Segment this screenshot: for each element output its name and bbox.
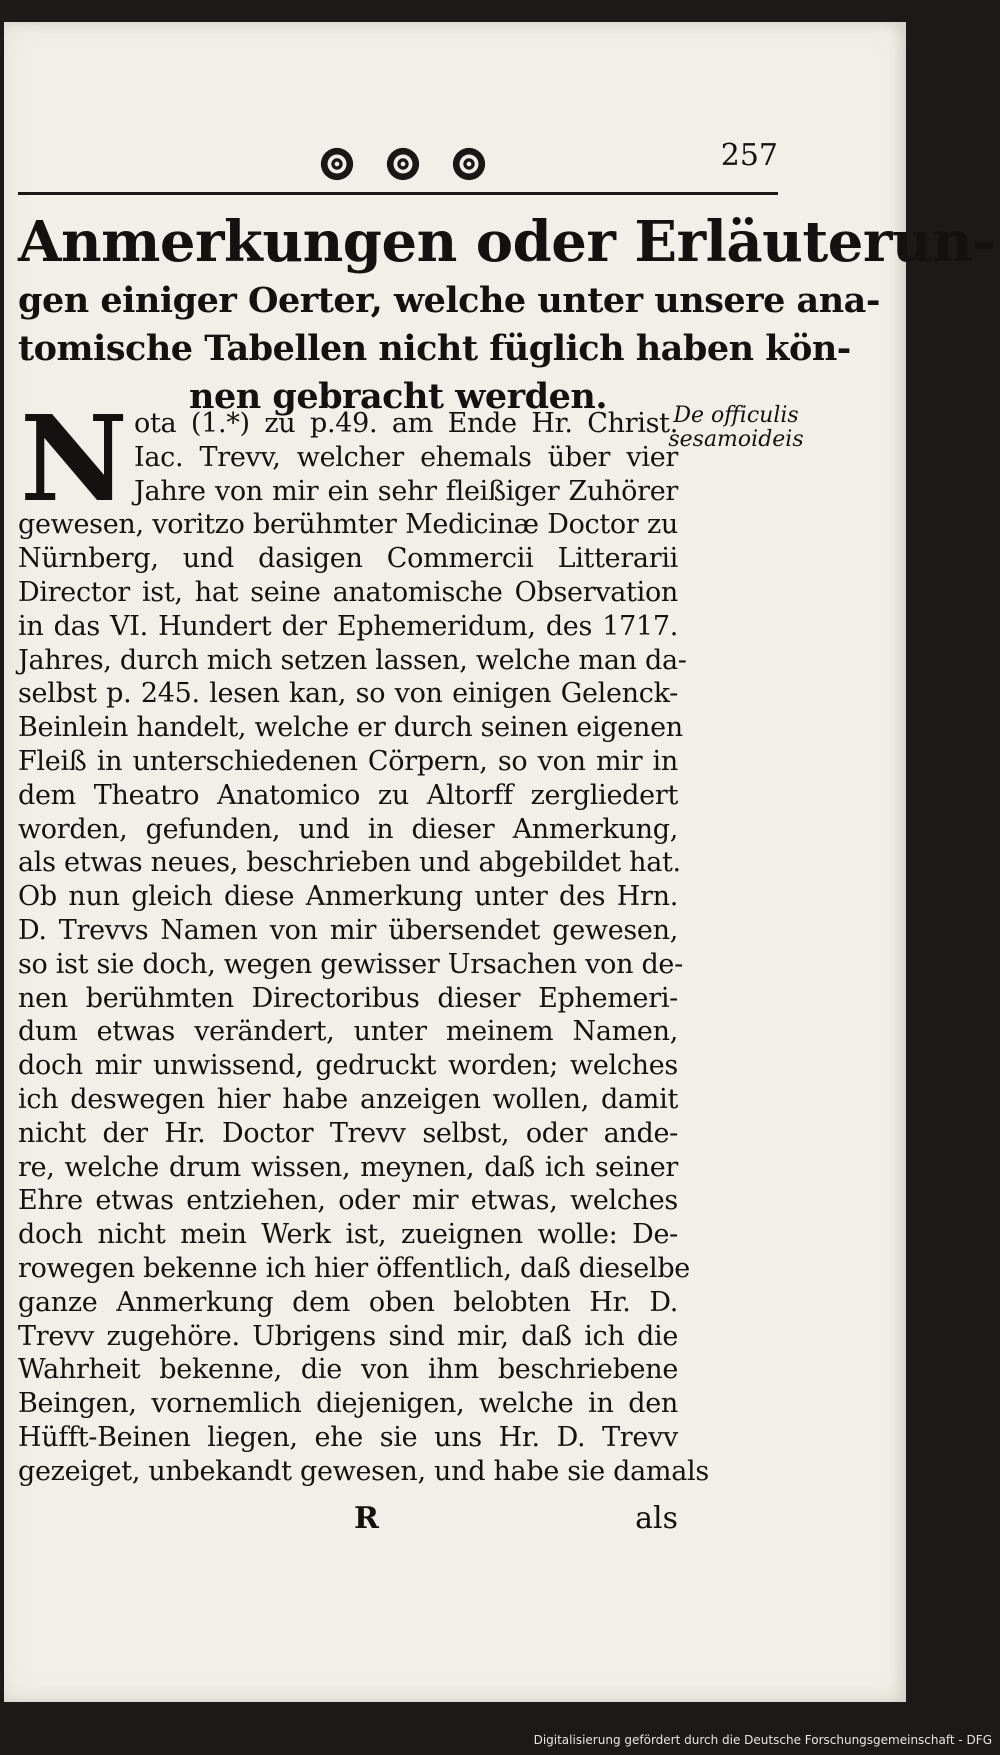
text-line: nicht der Hr. Doctor Trevv selbst, oder ande- [18,1117,678,1149]
header-ornaments [318,144,518,184]
text-line: dum etwas verändert, unter meinem Namen, [18,1016,678,1048]
text-line: Hüfft-Beinen liegen, ehe sie uns Hr. D. Trevv [18,1421,678,1453]
section-title [18,207,996,421]
text-line: ich deswegen hier habe anzeigen wollen, damit [18,1083,678,1115]
text-line: Iac. Trevv, welcher ehemals über vier [134,441,678,473]
text-line: nen berühmten Directoribus dieser Ephemeri- [18,982,678,1014]
text-line: Ehre etwas entziehen, oder mir etwas, welches [18,1185,678,1217]
text-line: re, welche drum wissen, meynen, daß ich seiner [18,1151,678,1183]
text-line: Trevv zugehöre. Ubrigens sind mir, daß ich die [18,1320,678,1352]
rosette-ornament-icon [450,145,488,183]
page-number: 257 [720,138,778,173]
text-line: Beingen, vornemlich diejenigen, welche in den [18,1388,678,1420]
text-line: dem Theatro Anatomico zu Altorff zergliedert [18,779,678,811]
text-line: selbst p. 245. lesen kan, so von einigen Gelenck- [18,678,678,710]
header-rule [18,192,778,195]
text-line: doch mir unwissend, gedruckt worden; welches [18,1050,678,1082]
text-line: ota (1.*) zu p.49. am Ende Hr. Christ. [134,408,678,439]
title-line: Anmerkungen oder Erläuterun- [18,209,996,275]
page-content [18,22,996,1702]
text-line: Jahres, durch mich setzen lassen, welche man da- [18,644,687,676]
text-line: als etwas neues, beschrieben und abgebildet hat. [18,847,681,879]
rosette-ornament-icon [384,145,422,183]
text-line: in das VI. Hundert der Ephemeridum, des 1717. [18,610,678,642]
catchword: als [635,1501,678,1536]
text-line: Director ist, hat seine anatomische Observation [18,576,678,608]
text-line: Ob nun gleich diese Anmerkung unter des Hrn. [18,881,678,913]
text-line: ganze Anmerkung dem oben belobten Hr. D. [18,1286,678,1318]
rosette-ornament-icon [318,145,356,183]
text-line: doch nicht mein Werk ist, zueignen wolle: De- [18,1219,678,1251]
margin-note: De officulis sesamoideis [668,403,804,452]
title-line: tomische Tabellen nicht füglich haben kön- [18,328,851,369]
text-line: Wahrheit bekenne, die von ihm beschriebene [18,1354,678,1386]
text-line: Jahre von mir ein sehr fleißiger Zuhörer [134,475,678,507]
text-line: gewesen, voritzo berühmter Medicinæ Doctor zu [18,509,678,541]
text-line: Nürnberg, und dasigen Commercii Litterarii [18,543,678,575]
digitization-credit: Digitalisierung gefördert durch die Deutsche Forschungsgemeinschaft - DFG [533,1733,992,1747]
title-line: gen einiger Oerter, welche unter unsere ana- [18,280,880,321]
title-line: nen gebracht werden. [189,376,607,417]
book-page [4,22,996,1702]
text-line: worden, gefunden, und in dieser Anmerkung, [18,813,678,845]
text-line: Beinlein handelt, welche er durch seinen eigenen [18,712,683,744]
text-line: gezeiget, unbekandt gewesen, und habe sie damals [18,1455,709,1487]
text-line: D. Trevvs Namen von mir übersendet gewesen, [18,914,678,946]
signature-mark: R [354,1501,379,1536]
text-line: rowegen bekenne ich hier öffentlich, daß dieselbe [18,1252,690,1284]
text-line: so ist sie doch, wegen gewisser Ursachen von de- [18,948,683,980]
text-line: Fleiß in unterschiedenen Cörpern, so von mir in [18,745,678,777]
drop-cap: N [20,389,128,528]
